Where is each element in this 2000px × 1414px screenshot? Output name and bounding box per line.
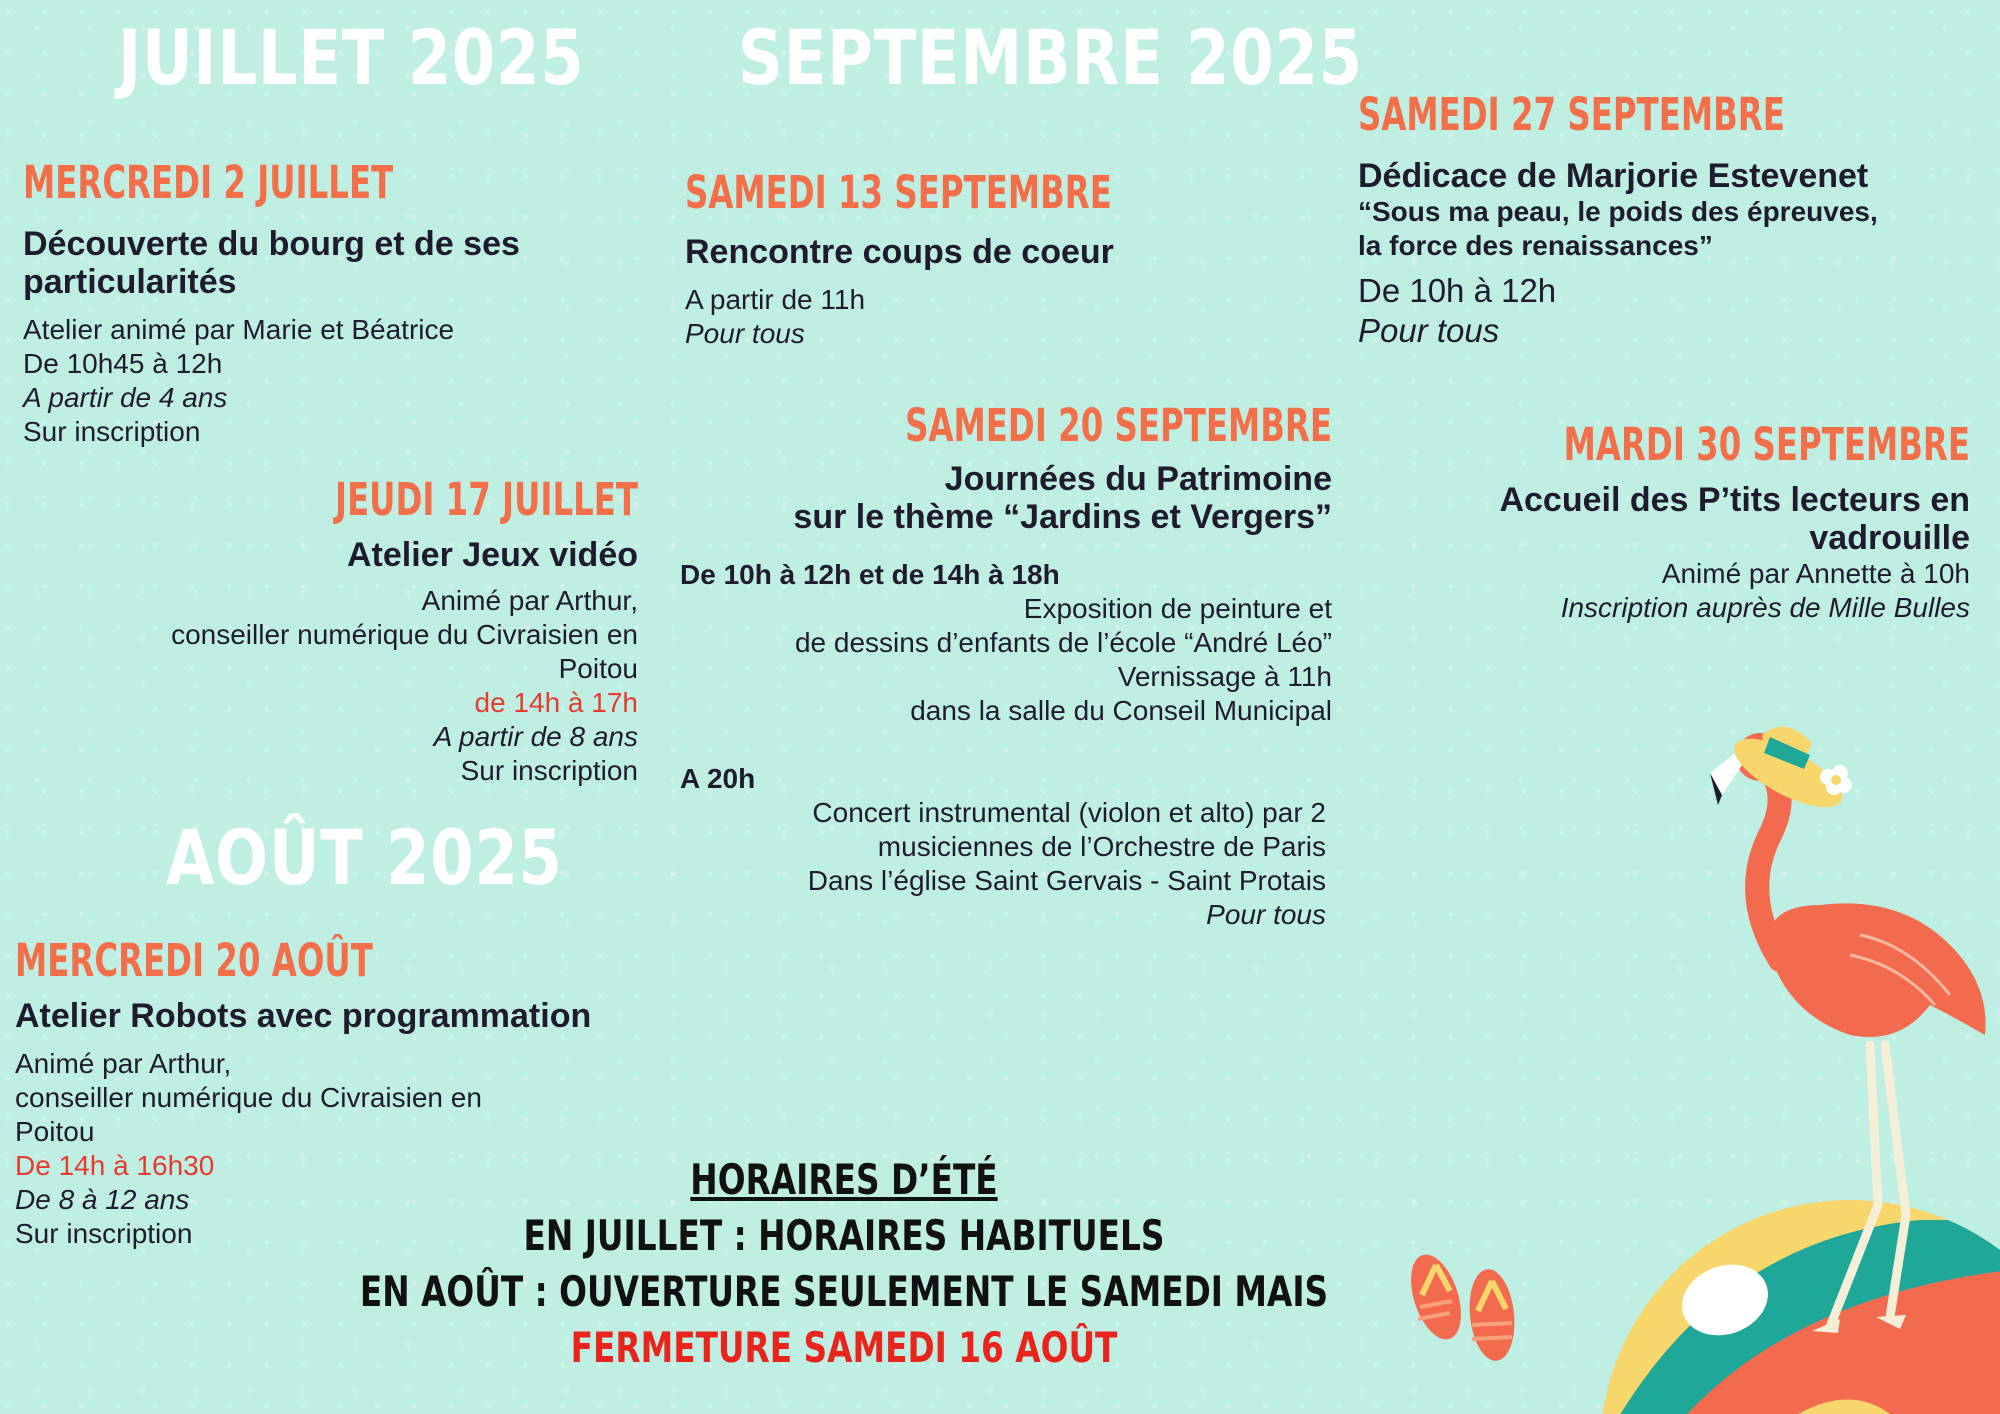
event-date: MERCREDI 2 JUILLET	[23, 156, 394, 209]
event-title: Atelier Jeux vidéo	[346, 536, 638, 574]
event-september-30	[1370, 418, 1970, 625]
event-age: De 8 à 12 ans	[15, 1184, 190, 1215]
summer-hours-heading: HORAIRES D’ÉTÉ	[690, 1155, 998, 1204]
event-title: vadrouille	[1809, 519, 1970, 557]
event-book-title: la force des renaissances”	[1358, 230, 1713, 261]
event-title: Rencontre coups de coeur	[685, 233, 1114, 271]
event-date: SAMEDI 27 SEPTEMBRE	[1358, 88, 1785, 141]
summer-hours-closure: FERMETURE SAMEDI 16 AOÛT	[570, 1323, 1118, 1372]
event-audience: Pour tous	[685, 318, 805, 349]
event-time: De 10h à 12h	[1358, 272, 1557, 309]
event-title: Atelier Robots avec programmation	[15, 997, 592, 1035]
event-host: Animé par Arthur,	[421, 585, 638, 616]
event-book-title: “Sous ma peau, le poids des épreuves,	[1358, 196, 1878, 227]
event-audience: Pour tous	[1358, 312, 1500, 349]
event-july-17	[60, 473, 638, 788]
event-time: De 10h45 à 12h	[23, 348, 223, 379]
month-title-july: JUILLET 2025	[118, 13, 585, 102]
event-title: Dédicace de Marjorie Estevenet	[1358, 157, 1869, 195]
event-date: MERCREDI 20 AOÛT	[15, 934, 373, 987]
event-september-13	[685, 166, 1325, 351]
event-registration: Sur inscription	[23, 416, 201, 447]
event-title: Journées du Patrimoine	[944, 460, 1332, 498]
event-date: MARDI 30 SEPTEMBRE	[1563, 418, 1970, 471]
event-detail: Concert instrumental (violon et alto) par 2	[812, 797, 1326, 828]
flip-flops-illustration	[1400, 1245, 1530, 1370]
event-detail: Dans l’église Saint Gervais - Saint Protais	[807, 865, 1326, 896]
event-host: Animé par Arthur,	[15, 1048, 232, 1079]
event-july-2	[23, 156, 663, 449]
event-host-detail: conseiller numérique du Civraisien en	[15, 1082, 482, 1113]
event-subtitle: sur le thème “Jardins et Vergers”	[793, 498, 1332, 536]
event-title: Accueil des P’tits lecteurs en	[1499, 481, 1970, 519]
event-date: JEUDI 17 JUILLET	[334, 473, 638, 526]
event-host: Animé par Annette à 10h	[1661, 558, 1970, 589]
event-time: De 10h à 12h et de 14h à 18h	[680, 559, 1060, 590]
event-detail: musiciennes de l’Orchestre de Paris	[877, 831, 1326, 862]
event-time: A partir de 11h	[685, 284, 866, 315]
event-title: Découverte du bourg et de ses	[23, 225, 520, 263]
flip-flop-icon	[1401, 1248, 1470, 1345]
event-host: Atelier animé par Marie et Béatrice	[23, 314, 455, 345]
event-age: A partir de 4 ans	[23, 382, 228, 413]
event-host-detail: conseiller numérique du Civraisien en	[171, 619, 638, 650]
event-registration: Sur inscription	[15, 1218, 193, 1249]
month-title-september: SEPTEMBRE 2025	[738, 13, 1363, 102]
event-host-detail: Poitou	[15, 1116, 95, 1147]
flip-flop-icon	[1465, 1267, 1518, 1363]
event-detail: dans la salle du Conseil Municipal	[910, 695, 1332, 726]
summer-hours-july: EN JUILLET : HORAIRES HABITUELS	[523, 1211, 1165, 1260]
event-date: SAMEDI 13 SEPTEMBRE	[685, 166, 1112, 219]
event-registration: Sur inscription	[460, 755, 638, 786]
event-time: de 14h à 17h	[474, 687, 638, 718]
event-detail: de dessins d’enfants de l’école “André Léo”	[794, 627, 1332, 658]
event-host-detail: Poitou	[558, 653, 638, 684]
event-time: De 14h à 16h30	[15, 1150, 215, 1181]
flamingo-illustration	[1700, 715, 2000, 1365]
event-september-27	[1358, 88, 1998, 351]
event-title: particularités	[23, 263, 237, 301]
event-age: A partir de 8 ans	[433, 721, 638, 752]
event-date: SAMEDI 20 SEPTEMBRE	[905, 399, 1332, 452]
event-time: A 20h	[680, 763, 756, 794]
month-title-august: AOÛT 2025	[166, 813, 563, 902]
event-audience: Pour tous	[1206, 899, 1326, 930]
event-detail: Exposition de peinture et	[1023, 593, 1332, 624]
event-detail: Vernissage à 11h	[1117, 661, 1332, 692]
summer-hours-august: EN AOÛT : OUVERTURE SEULEMENT LE SAMEDI MAIS	[359, 1267, 1329, 1316]
event-september-20	[680, 399, 1332, 932]
event-registration: Inscription auprès de Mille Bulles	[1560, 592, 1970, 623]
